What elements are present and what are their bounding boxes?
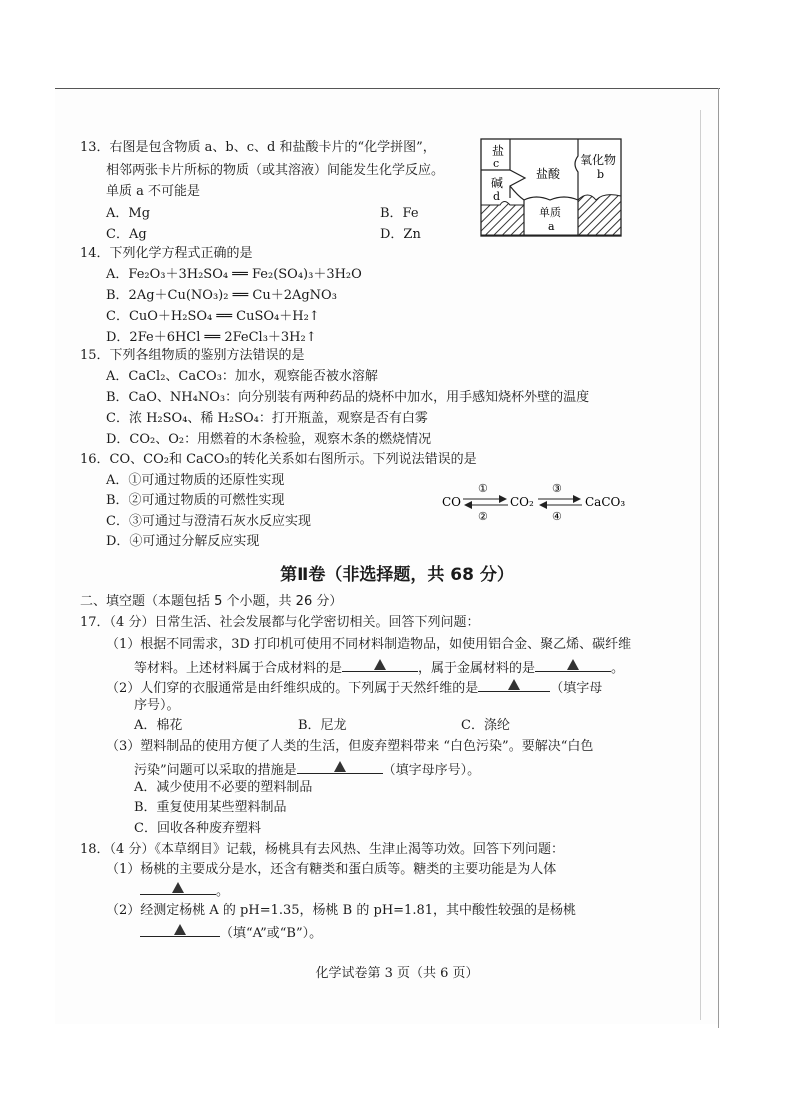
q17-part3-text-a: 污染”问题可以采取的措施是: [134, 763, 297, 778]
puzzle-a-label: a: [548, 220, 555, 233]
co2-label: CO₂: [510, 495, 534, 509]
q15-option-d: D．CO₂、O₂：用燃着的木条检验，观察木条的燃烧情况: [106, 432, 432, 447]
chemistry-puzzle-figure: [480, 138, 622, 238]
triangle-marker-icon: [508, 679, 520, 690]
q17-part3-line2: [134, 759, 480, 780]
q17-part2-text-b: （填字母: [550, 681, 603, 696]
puzzle-oxide-label: 氧化物: [580, 153, 617, 167]
answer-blank-white-pollution[interactable]: [297, 759, 383, 774]
triangle-marker-icon: [334, 761, 346, 772]
page-edge: [718, 88, 719, 1028]
caco3-label: CaCO₃: [585, 495, 626, 509]
q14-stem: 14．下列化学方程式正确的是: [80, 246, 253, 261]
q17-part1-line1: （1）根据不同需求，3D 打印机可使用不同材料制造物品，如使用铝合金、聚乙烯、碳纤维: [106, 637, 632, 652]
triangle-marker-icon: [174, 924, 186, 935]
q17-part3-option-b: B．重复使用某些塑料制品: [134, 800, 287, 815]
q13-option-c: C．Ag: [106, 227, 147, 242]
q13-stem-3: 单质 a 不可能是: [106, 184, 201, 199]
step-4-label: ④: [552, 510, 562, 523]
q17-part1-line2: [134, 657, 624, 678]
q13-stem-1: 13．右图是包含物质 a、b、c、d 和盐酸卡片的“化学拼图”，: [80, 140, 436, 155]
q18-part2-text-end: （填“A”或“B”）。: [220, 926, 323, 941]
puzzle-element-label: 单质: [539, 206, 561, 219]
q17-part2-text-a: （2）人们穿的衣服通常是由纤维织成的。下列属于天然纤维的是: [106, 681, 479, 696]
q17-part2-option-a: A．棉花: [134, 718, 183, 733]
answer-blank-natural-fiber[interactable]: [478, 677, 550, 692]
q13-option-a: A．Mg: [106, 206, 151, 221]
step-2-label: ②: [478, 510, 488, 523]
q18-stem: 18．（4 分）《本草纲目》记载，杨桃具有去风热、生津止渴等功效。回答下列问题：: [80, 842, 564, 857]
q16-option-b: B．②可通过物质的可燃性实现: [106, 493, 285, 508]
q17-part2-option-b: B．尼龙: [298, 718, 347, 733]
q15-option-a: A．CaCl₂、CaCO₃：加水，观察能否被水溶解: [106, 369, 378, 384]
conversion-diagram: [440, 478, 630, 524]
puzzle-b-label: b: [597, 168, 605, 181]
puzzle-hcl-label: 盐酸: [536, 167, 561, 181]
q13-stem-2: 相邻两张卡片所标的物质（或其溶液）间能发生化学反应。: [106, 163, 445, 178]
puzzle-salt-label: 盐: [492, 144, 505, 158]
q16-option-a: A．①可通过物质的还原性实现: [106, 473, 285, 488]
puzzle-c-label: c: [493, 157, 500, 170]
step-3-label: ③: [552, 482, 562, 495]
answer-blank-synthetic[interactable]: [342, 657, 418, 672]
section-2-title: 第Ⅱ卷（非选择题，共 68 分）: [280, 565, 514, 585]
q17-part2-line1: [106, 677, 602, 698]
q17-part2-line2: 序号）。: [134, 698, 180, 713]
puzzle-d-label: d: [493, 190, 501, 203]
triangle-marker-icon: [567, 659, 579, 670]
q18-part2-line1: （2）经测定杨桃 A 的 pH=1.35，杨桃 B 的 pH=1.81，其中酸性较强的是杨桃: [106, 903, 576, 918]
q17-part1-text-c: 。: [611, 661, 625, 676]
triangle-marker-icon: [172, 882, 184, 893]
page-footer: 化学试卷第 3 页（共 6 页）: [315, 966, 479, 981]
q18-part1-text-end: 。: [216, 884, 230, 899]
q17-part1-text-a: 等材料。上述材料属于合成材料的是: [134, 661, 343, 676]
q14-option-d: D．2Fe＋6HCl ══ 2FeCl₃＋3H₂↑: [106, 330, 317, 345]
q18-part1-line1: （1）杨桃的主要成分是水，还含有糖类和蛋白质等。糖类的主要功能是为人体: [106, 862, 557, 877]
answer-blank-stronger-acid[interactable]: [140, 922, 220, 937]
answer-blank-metal[interactable]: [535, 657, 611, 672]
puzzle-base-label: 碱: [491, 176, 504, 190]
q18-part2-line2: [140, 922, 322, 943]
triangle-marker-icon: [374, 659, 386, 670]
q17-part1-text-b: ，属于金属材料的是: [418, 661, 536, 676]
fill-in-heading: 二、填空题（本题包括 5 个小题，共 26 分）: [80, 594, 343, 609]
answer-blank-sugar-function[interactable]: [140, 880, 216, 895]
step-1-label: ①: [478, 482, 488, 495]
q17-stem: 17．（4 分）日常生活、社会发展都与化学密切相关。回答下列问题：: [80, 615, 480, 630]
q13-option-d: D．Zn: [380, 227, 421, 242]
q16-stem: 16．CO、CO₂和 CaCO₃的转化关系如右图所示。下列说法错误的是: [80, 452, 477, 467]
q14-option-b: B．2Ag＋Cu(NO₃)₂ ══ Cu＋2AgNO₃: [106, 288, 337, 303]
q17-part2-option-c: C．涤纶: [461, 718, 510, 733]
q13-option-b: B．Fe: [380, 206, 419, 221]
q14-option-c: C．CuO＋H₂SO₄ ══ CuSO₄＋H₂↑: [106, 309, 320, 324]
co-label: CO: [442, 495, 462, 509]
q16-option-c: C．③可通过与澄清石灰水反应实现: [106, 514, 311, 529]
q16-option-d: D．④可通过分解反应实现: [106, 534, 260, 549]
q15-stem: 15．下列各组物质的鉴别方法错误的是: [80, 348, 305, 363]
q15-option-b: B．CaO、NH₄NO₃：向分别装有两种药品的烧杯中加水，用手感知烧杯外壁的温度: [106, 390, 590, 405]
q15-option-c: C．浓 H₂SO₄、稀 H₂SO₄：打开瓶盖，观察是否有白雾: [106, 411, 428, 426]
q18-part1-line2: [140, 880, 229, 901]
q14-option-a: A．Fe₂O₃＋3H₂SO₄ ══ Fe₂(SO₄)₃＋3H₂O: [106, 267, 362, 282]
q17-part3-text-b: （填字母序号）。: [382, 763, 481, 778]
q17-part3-option-a: A．减少使用不必要的塑料制品: [134, 780, 313, 795]
q17-part3-option-c: C．回收各种废弃塑料: [134, 821, 261, 836]
q17-part3-line1: （3）塑料制品的使用方便了人类的生活，但废弃塑料带来 “白色污染”。要解决“白色: [106, 739, 594, 754]
